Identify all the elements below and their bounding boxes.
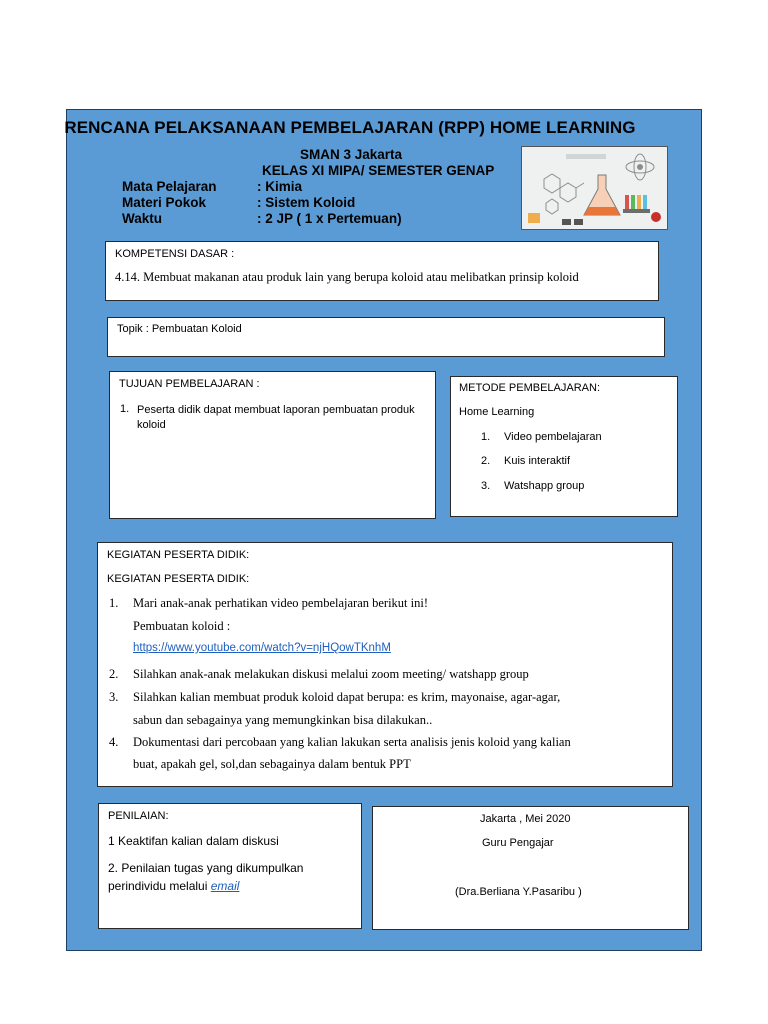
kegiatan-item-num: 2.	[109, 667, 119, 681]
tujuan-item-text: Peserta didik dapat membuat laporan pembuatan produk koloid	[137, 404, 415, 431]
place-date: Jakarta , Mei 2020	[480, 813, 571, 825]
topik-text: Topik : Pembuatan Koloid	[117, 323, 242, 335]
metode-item-text: Watshapp group	[504, 480, 585, 492]
teacher-role: Guru Pengajar	[482, 837, 554, 849]
topic-label: Materi Pokok	[122, 195, 207, 210]
kegiatan-item-text: Mari anak-anak perhatikan video pembelajaran berikut ini!	[133, 596, 429, 610]
chemistry-illustration	[521, 146, 668, 230]
kegiatan-item-text: sabun dan sebagainya yang memungkinkan bisa dilakukan..	[133, 713, 433, 727]
metode-item-num: 1.	[481, 431, 491, 443]
youtube-link[interactable]: https://www.youtube.com/watch?v=njHQowTKnhM	[133, 642, 391, 654]
tujuan-item-num: 1.	[120, 403, 130, 415]
metode-item-text: Video pembelajaran	[504, 431, 602, 443]
kegiatan-item-num: 3.	[109, 690, 119, 704]
subject-value: : Kimia	[257, 179, 303, 194]
kompetensi-heading: KOMPETENSI DASAR :	[115, 248, 235, 260]
topik-box	[107, 317, 665, 357]
page-title: RENCANA PELAKSANAAN PEMBELAJARAN (RPP) HOME LEARNING	[64, 118, 636, 137]
time-value: : 2 JP ( 1 x Pertemuan)	[257, 211, 402, 226]
email-link[interactable]: email	[210, 879, 240, 893]
metode-subheading: Home Learning	[459, 406, 535, 418]
kegiatan-item-text: Silahkan kalian membuat produk koloid dapat berupa: es krim, mayonaise, agar-agar,	[133, 690, 561, 704]
kegiatan-item-text: Dokumentasi dari percobaan yang kalian lakukan serta analisis jenis koloid yang kalian	[133, 735, 571, 749]
tujuan-box	[109, 371, 436, 519]
metode-box	[450, 376, 678, 517]
kompetensi-dasar-box	[105, 241, 659, 301]
kegiatan-item-num: 1.	[109, 596, 119, 610]
penilaian-heading: PENILAIAN:	[108, 810, 169, 822]
kegiatan-item-sub: Pembuatan koloid :	[133, 619, 231, 633]
subject-label: Mata Pelajaran	[122, 179, 217, 194]
kegiatan-item-text: buat, apakah gel, sol,dan sebagainya dalam bentuk PPT	[133, 757, 411, 771]
metode-item-text: Kuis interaktif	[504, 455, 571, 467]
school-name: SMAN 3 Jakarta	[300, 147, 403, 162]
class-semester: KELAS XI MIPA/ SEMESTER GENAP	[262, 163, 495, 178]
metode-heading: METODE PEMBELAJARAN:	[459, 382, 600, 394]
signature-box	[372, 806, 689, 930]
penilaian-item-text: 2. Penilaian tugas yang dikumpulkan perindividu melalui	[108, 861, 304, 893]
kegiatan-heading: KEGIATAN PESERTA DIDIK:	[107, 573, 250, 585]
penilaian-item	[108, 859, 348, 895]
topic-value: : Sistem Koloid	[257, 195, 356, 210]
teacher-name: (Dra.Berliana Y.Pasaribu )	[455, 886, 582, 898]
tujuan-heading: TUJUAN PEMBELAJARAN :	[119, 378, 260, 390]
metode-item-num: 3.	[481, 480, 491, 492]
penilaian-item: 1 Keaktifan kalian dalam diskusi	[108, 834, 279, 848]
penilaian-box	[98, 803, 362, 929]
time-label: Waktu	[122, 211, 162, 226]
kegiatan-heading: KEGIATAN PESERTA DIDIK:	[107, 549, 250, 561]
chemistry-lab-icon	[522, 147, 667, 229]
kompetensi-text: 4.14. Membuat makanan atau produk lain yang berupa koloid atau melibatkan prinsip koloid	[115, 270, 579, 284]
kegiatan-box	[97, 542, 673, 787]
kegiatan-item-num: 4.	[109, 735, 119, 749]
kegiatan-item-text: Silahkan anak-anak melakukan diskusi melalui zoom meeting/ watshapp group	[133, 667, 529, 681]
metode-item-num: 2.	[481, 455, 491, 467]
